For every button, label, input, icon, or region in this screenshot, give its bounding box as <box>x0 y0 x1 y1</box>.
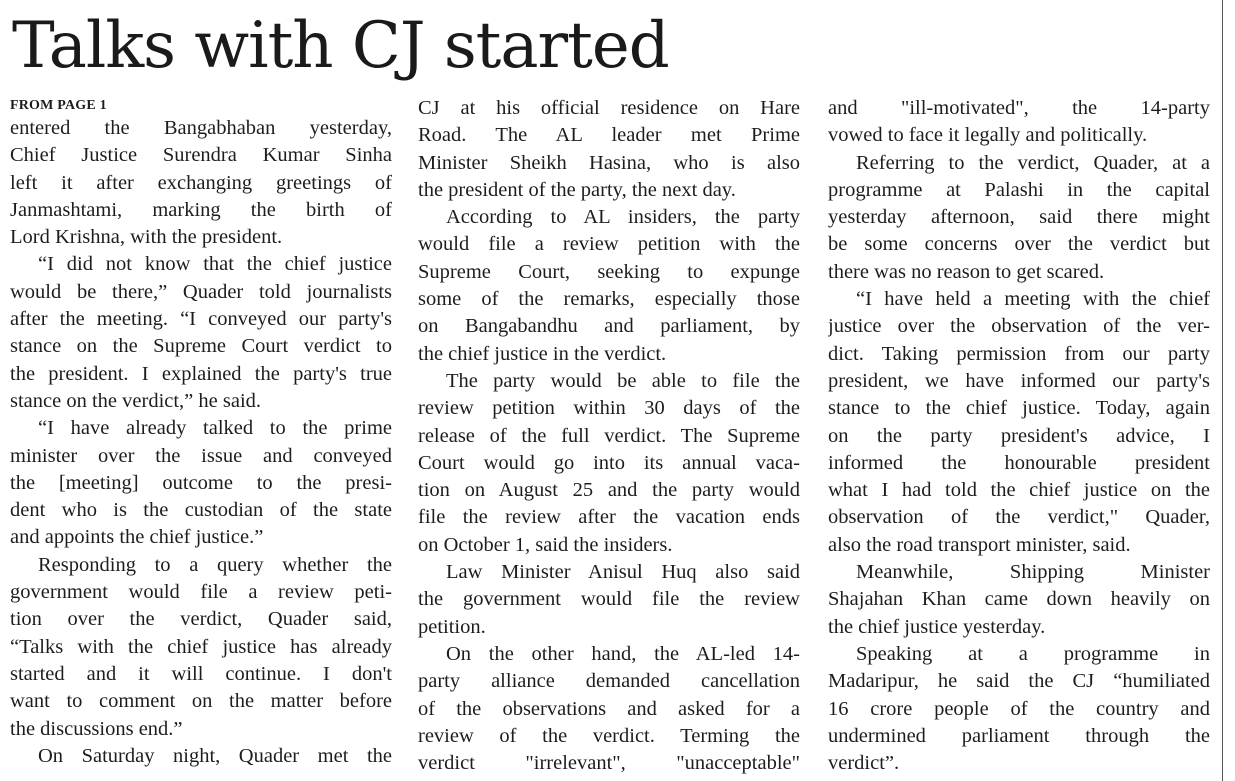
text-line: review petition within 30 days of the <box>418 397 800 420</box>
text-line: would be there,” Quader told journalists <box>10 280 392 303</box>
text-line: The party would be able to file the <box>446 369 800 392</box>
text-line: the chief justice yesterday. <box>828 615 1046 638</box>
column-body <box>418 95 800 777</box>
article-column-1 <box>10 97 392 781</box>
text-line: dict. Taking permission from our party <box>828 342 1210 365</box>
text-line: On Saturday night, Quader met the <box>38 744 392 767</box>
text-line: justice over the observation of the ver- <box>828 315 1210 338</box>
column-rule <box>1222 0 1223 781</box>
text-line: what I had told the chief justice on the <box>828 479 1210 502</box>
text-line: party alliance demanded cancellation <box>418 670 800 693</box>
text-line: Chief Justice Surendra Kumar Sinha <box>10 144 392 167</box>
text-line: the [meeting] outcome to the presi- <box>10 471 392 494</box>
text-line: the discussions end.” <box>10 717 183 740</box>
text-line: and appoints the chief justice.” <box>10 526 264 549</box>
text-line: on the party president's advice, I <box>828 424 1210 447</box>
column-body <box>10 115 392 770</box>
text-line: stance on the Supreme Court verdict to <box>10 335 392 358</box>
article-column-3 <box>828 95 1210 779</box>
text-line: the government would file the review <box>418 588 800 611</box>
text-line: “I have held a meeting with the chief <box>856 288 1210 311</box>
text-line: the chief justice in the verdict. <box>418 342 667 365</box>
text-line: want to comment on the matter before <box>10 690 392 713</box>
text-line: dent who is the custodian of the state <box>10 499 392 522</box>
text-line: According to AL insiders, the party <box>446 206 800 229</box>
text-line: stance on the verdict,” he said. <box>10 389 262 412</box>
text-line: Court would go into its annual vaca- <box>418 451 800 474</box>
headline: Talks with CJ started <box>12 9 669 83</box>
text-line: “Talks with the chief justice has already <box>10 635 392 658</box>
text-line: “I have already talked to the prime <box>38 417 392 440</box>
text-line: review of the verdict. Terming the <box>418 724 800 747</box>
text-line: 16 crore people of the country and <box>828 697 1210 720</box>
text-line: minister over the issue and conveyed <box>10 444 392 467</box>
text-line: on October 1, said the insiders. <box>418 533 673 556</box>
text-line: there was no reason to get scared. <box>828 260 1105 283</box>
text-line: be some concerns over the verdict but <box>828 233 1210 256</box>
text-line: Meanwhile, Shipping Minister <box>856 561 1210 584</box>
text-line: On the other hand, the AL-led 14- <box>446 642 800 665</box>
text-line: Responding to a query whether the <box>38 553 392 576</box>
text-line: programme at Palashi in the capital <box>828 178 1210 201</box>
text-line: Law Minister Anisul Huq also said <box>446 561 800 584</box>
text-line: tion over the verdict, Quader said, <box>10 608 392 631</box>
text-line: observation of the verdict," Quader, <box>828 506 1210 529</box>
text-line: verdict”. <box>828 752 900 775</box>
column-body <box>828 95 1210 777</box>
text-line: some of the remarks, especially those <box>418 288 800 311</box>
page-continuation-kicker: FROM PAGE 1 <box>10 98 107 113</box>
text-line: government would file a review peti- <box>10 581 392 604</box>
text-line: started and it will continue. I don't <box>10 662 392 685</box>
text-line: CJ at his official residence on Hare <box>418 97 800 119</box>
text-line: Janmashtami, marking the birth of <box>10 198 392 221</box>
text-line: release of the full verdict. The Supreme <box>418 424 800 447</box>
text-line: Speaking at a programme in <box>856 642 1210 665</box>
text-line: Road. The AL leader met Prime <box>418 124 800 147</box>
text-line: president, we have informed our party's <box>828 369 1210 392</box>
text-line: stance to the chief justice. Today, again <box>828 397 1210 420</box>
text-line: entered the Bangabhaban yesterday, <box>10 117 392 139</box>
text-line: Minister Sheikh Hasina, who is also <box>418 151 800 174</box>
text-line: on Bangabandhu and parliament, by <box>418 315 800 338</box>
text-line: would file a review petition with the <box>418 233 800 256</box>
text-line: the president. I explained the party's true <box>10 362 392 385</box>
text-line: and "ill-motivated", the 14-party <box>828 97 1210 119</box>
text-line: yesterday afternoon, said there might <box>828 206 1210 229</box>
text-line: vowed to face it legally and politically. <box>828 124 1148 147</box>
text-line: Shajahan Khan came down heavily on <box>828 588 1210 611</box>
text-line: informed the honourable president <box>828 451 1210 474</box>
text-line: after the meeting. “I conveyed our party's <box>10 308 392 331</box>
article-column-2 <box>418 95 800 779</box>
text-line: Madaripur, he said the CJ “humiliated <box>828 670 1210 693</box>
text-line: “I did not know that the chief justice <box>38 253 392 276</box>
text-line: of the observations and asked for a <box>418 697 800 720</box>
text-line: Lord Krishna, with the president. <box>10 226 283 249</box>
text-line: petition. <box>418 615 486 638</box>
text-line: Referring to the verdict, Quader, at a <box>856 151 1210 174</box>
text-line: the president of the party, the next day. <box>418 178 736 201</box>
text-line: also the road transport minister, said. <box>828 533 1131 556</box>
text-line: undermined parliament through the <box>828 724 1210 747</box>
text-line: verdict "irrelevant", "unacceptable" <box>418 752 800 775</box>
text-line: left it after exchanging greetings of <box>10 171 392 194</box>
text-line: file the review after the vacation ends <box>418 506 800 529</box>
text-line: Supreme Court, seeking to expunge <box>418 260 800 283</box>
text-line: tion on August 25 and the party would <box>418 479 800 502</box>
